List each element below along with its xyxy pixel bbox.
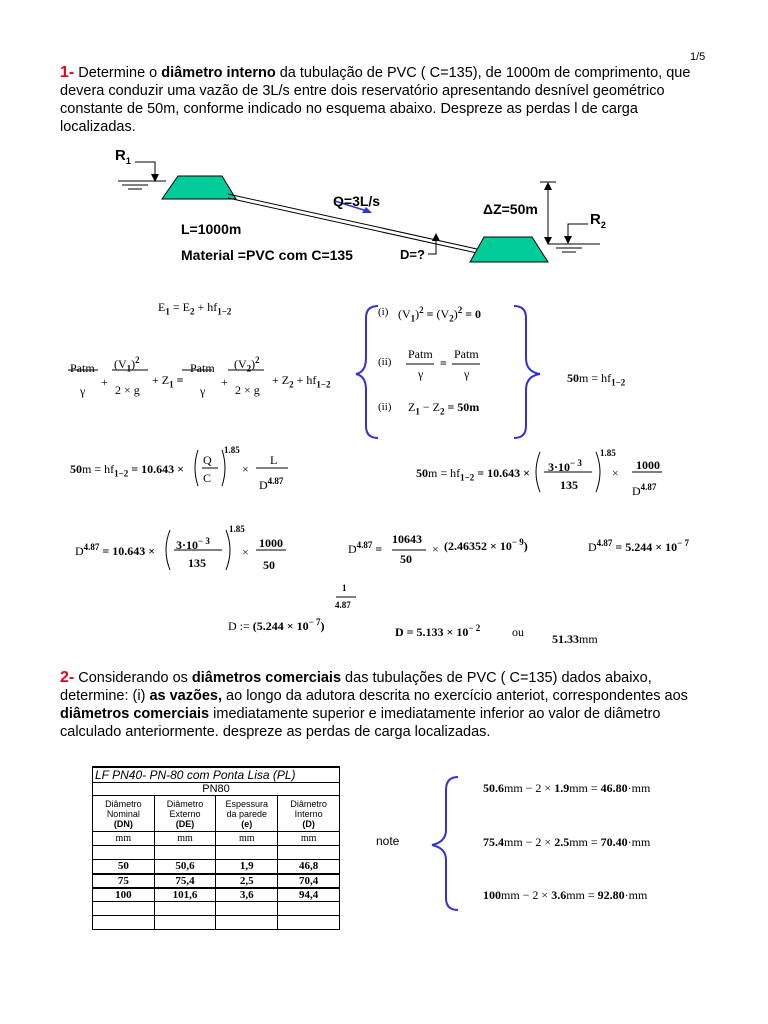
cond-ii-label: (ii)	[378, 356, 392, 368]
d-assign: D := $(5.244 \times 10^{- 7})$	[228, 617, 325, 633]
hw-l: L	[270, 453, 278, 467]
q1-bold-term: diâmetro interno	[161, 65, 276, 81]
d487-times: ×	[242, 545, 249, 559]
bern-v1: $(V_1)^2$	[114, 355, 140, 374]
cond-ii-patm-2: Patm	[454, 347, 479, 361]
hw-num-d: $D^{4.87}$	[632, 482, 657, 498]
bern-patm-2: Patm	[190, 361, 215, 375]
hw-general-lhs: $50m = hf_{1-2} = 10.643$ ×	[70, 462, 184, 479]
d487-alt-num: 10643	[392, 532, 422, 546]
energy-equation: $E_1 = E_2 + hf_{1-2}$	[158, 300, 232, 317]
d-assign-exp-den: 4.87	[335, 600, 351, 610]
cond-i: $(V_1)^2 = (V_2)^2 = 0$	[398, 305, 482, 324]
d487-50: 50	[263, 558, 275, 572]
ou: ou	[512, 625, 524, 639]
hw-den-value: 135	[560, 478, 578, 492]
cond-iii-label: (ii)	[378, 401, 392, 413]
result-50-hf: $50m = hf_{1-2}$	[567, 371, 626, 388]
note-line-1: 50.6mm − 2 × 1.9mm = 46.80·mm	[483, 781, 651, 795]
header-d: Diâmetro Interno (D)	[278, 796, 340, 832]
bern-plus-1: +	[101, 375, 108, 389]
note-line-3: 100mm − 2 × 3.6mm = 92.80·mm	[483, 888, 648, 902]
d-assign-exp-num: 1	[342, 583, 347, 593]
cond-ii-equals: =	[440, 356, 447, 370]
label-dz: ΔZ=50m	[483, 201, 538, 217]
mm-result: 51.33mm	[552, 632, 598, 646]
label-length: L=1000m	[181, 221, 242, 237]
units-row: mm mm mm mm	[93, 832, 340, 846]
q1-line-2: devera conduzir uma vazão de 3L/s entre dois reservatório apresentando desnível geométrico	[60, 83, 665, 99]
note-label: note	[376, 834, 400, 848]
bern-z1: + $Z_1$ =	[152, 373, 184, 390]
bern-patm-1: Patm	[70, 361, 95, 375]
question-1-number: 1-	[60, 64, 75, 81]
header-de: Diâmetro Externo (DE)	[154, 796, 216, 832]
bern-plus-2: +	[221, 375, 228, 389]
d487-alt-den: 50	[400, 552, 412, 566]
page-number: 1/5	[690, 51, 706, 63]
hw-num-exp: 1.85	[600, 448, 616, 458]
note-brace-icon	[432, 777, 458, 910]
label-r2: $R_2$	[590, 211, 606, 230]
hw-d: $D^{4.87}$	[259, 476, 284, 492]
hw-numeric-lhs: $50m = hf_{1-2} = 10.643$ ×	[416, 466, 530, 483]
d487-lhs: $D^{4.87} = 10.643$ ×	[75, 542, 156, 558]
d487-den: 135	[188, 556, 206, 570]
table-subtitle: PN80	[93, 783, 340, 796]
table-title: LF PN40- PN-80 com Ponta Lisa (PL)	[93, 767, 340, 783]
d487-value: $D^{4.87} = 5.244 \times 10^{- 7}$	[588, 538, 689, 554]
bern-gamma-2: γ	[200, 384, 206, 398]
d487-alt-times: ×	[432, 542, 439, 556]
hw-num-value: $3\cdot 10^{- 3}$	[548, 458, 582, 474]
hw-num-times: ×	[612, 466, 619, 480]
d487-num: $3\cdot 10^{- 3}$	[176, 536, 210, 552]
hw-exp-1: 1.85	[224, 445, 240, 455]
label-flow: Q=3L/s	[333, 193, 381, 209]
q1-text-1: Determine o	[74, 65, 162, 81]
table-row: 75 75,4 2,5 70,4	[93, 874, 340, 888]
cond-ii-gamma-2: γ	[464, 367, 470, 381]
table-row: 100 101,6 3,6 94,4	[93, 888, 340, 902]
q1-text-3: da tubulação de PVC ( C=135), de 1000m de comprimento, que	[275, 65, 691, 81]
cond-ii-gamma-1: γ	[418, 367, 424, 381]
header-dn: Diâmetro Nominal (DN)	[93, 796, 155, 832]
cond-ii-patm-1: Patm	[408, 347, 433, 361]
hw-q: Q	[203, 453, 212, 467]
d487-alt-paren: $(2.46352 \times 10^{- 9})$	[444, 537, 528, 553]
label-diameter: D=?	[400, 247, 425, 262]
label-r1: $R_1$	[115, 147, 131, 166]
cond-i-label: (i)	[378, 306, 389, 318]
d487-alt-lhs: $D^{4.87}$ =	[348, 540, 383, 556]
bern-v2: $(V_2)^2$	[234, 355, 260, 374]
bern-2g-1: 2 × g	[115, 383, 140, 397]
note-line-2: 75.4mm − 2 × 2.5mm = 70.40·mm	[483, 835, 651, 849]
question-2: 2- Considerando os diâmetros comerciais das tubulações de PVC ( C=135) dados abaixo, determine: (i) as vazões, ao longo da adutora descrita no exercício anteriot, correspondentes aos diâmetros comerciais imediatamente superior e imediatamente inferior ao valor de diâmetro calculado anteriormente. despreze as perdas de carga localizadas.	[60, 669, 688, 740]
bern-2g-2: 2 × g	[235, 383, 260, 397]
label-material: Material =PVC com C=135	[181, 247, 353, 263]
cond-iii: $Z_1 - Z_2 = 50m$	[408, 400, 480, 417]
header-e: Espessura da parede (e)	[216, 796, 278, 832]
d487-1000: 1000	[259, 536, 283, 550]
q1-line-4: localizadas.	[60, 119, 136, 135]
bern-gamma-1: γ	[80, 384, 86, 398]
q1-line-3: constante de 50m, conforme indicado no esquema abaixo. Despreze as perdas l de carga	[60, 101, 638, 117]
hw-times: ×	[242, 462, 249, 476]
hw-num-1000: 1000	[636, 458, 660, 472]
bern-z2-hf: + $Z_2 + hf_{1-2}$	[272, 373, 331, 390]
question-2-number: 2-	[60, 669, 75, 686]
d487-exp: 1.85	[229, 524, 245, 534]
table-row: 50 50,6 1,9 46,8	[93, 860, 340, 874]
hw-c: C	[203, 471, 212, 485]
d-result: $D = 5.133 \times 10^{- 2}$	[395, 623, 481, 639]
